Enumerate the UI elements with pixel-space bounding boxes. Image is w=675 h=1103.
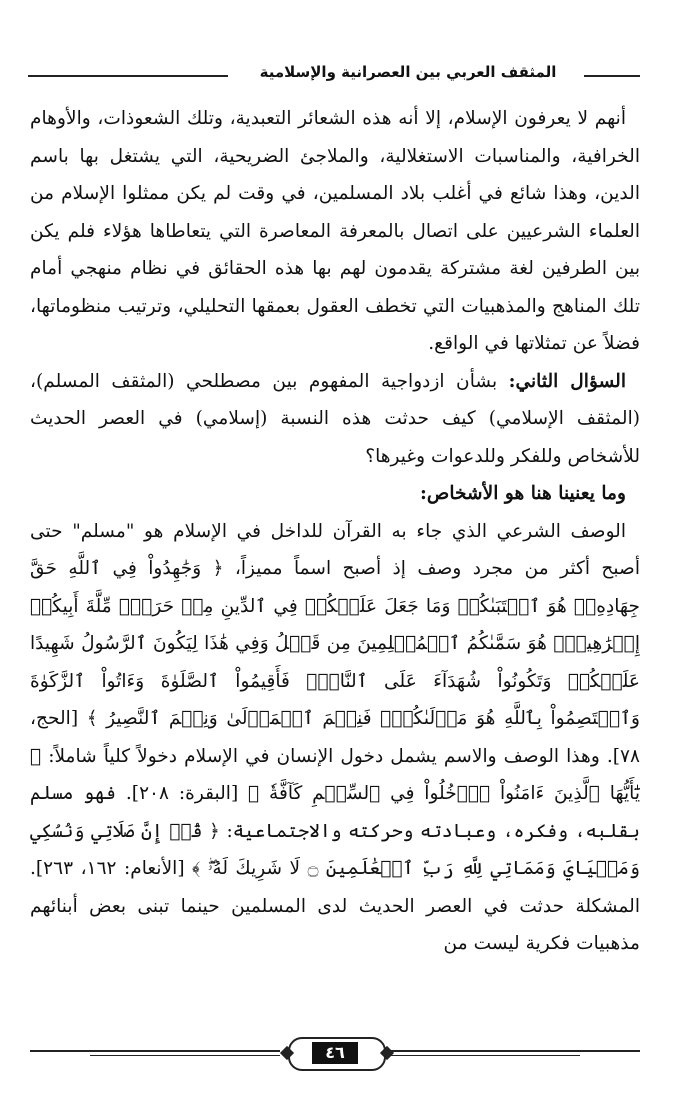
paragraph-3-middle: وهذا الوصف والاسم يشمل دخول الإنسان في الإسلام دخولاً كلياً شاملاً: <box>48 745 600 767</box>
paragraph-3-end: المشكلة حدثت في العصر الحديث لدى المسلمين حينما تبنى بعض أبنائهم مذهبيات فكرية ليست من <box>30 895 640 954</box>
paragraph-3-start: الوصف الشرعي الذي جاء به القرآن للداخل في الإسلام هو "مسلم" حتى أصبح أكثر من مجرد وصف إذ أصبح اسماً مميزاً، <box>30 520 640 579</box>
paragraph-3-middle-2: فهو مسلم بقلبه، وفكره، وعبادته وحركته والاجتماعية: <box>30 783 640 842</box>
question-2-text: بشأن ازدواجية المفهوم بين مصطلحي (المثقف المسلم)، (المثقف الإسلامي) كيف حدثت هذه النسبة (إسلامي) في العصر الحديث للأشخاص وللفكر وللدعوات وغيرها؟ <box>30 370 640 467</box>
header-rule-left <box>28 75 228 77</box>
header-rule-right <box>584 75 640 77</box>
footer-rule-right <box>390 1050 640 1052</box>
page-body <box>30 100 640 1020</box>
quran-verse-3: ﴿ قُلۡ إِنَّ صَلَاتِي وَنُسُكِي وَمَحۡيَايَ وَمَمَاتِي لِلَّهِ رَبِّ ٱلۡعَٰلَمِينَ ۝ لَا شَرِيكَ لَهُۥۖ ﴾ <box>30 820 640 879</box>
page-footer <box>30 1032 640 1072</box>
quran-verse-2: ﴿ يَٰٓأَيُّهَا ٱلَّذِينَ ءَامَنُواْ ٱدۡخُلُواْ فِي ٱلسِّلۡمِ كَآفَّةٗ ﴾ <box>30 745 640 804</box>
paragraph-question-2 <box>30 363 640 476</box>
running-header <box>28 62 640 88</box>
section-subheading: وما يعنينا هنا هو الأشخاص: <box>420 483 626 504</box>
verse-2-reference: [البقرة: ٢٠٨]. <box>125 783 239 804</box>
footer-rule-right-thin <box>390 1055 580 1056</box>
quran-verse-1: ﴿ وَجَٰهِدُواْ فِي ٱللَّهِ حَقَّ جِهَادِهِۦۚ هُوَ ٱجۡتَبَىٰكُمۡ وَمَا جَعَلَ عَلَيۡكُمۡ فِي ٱلدِّينِ مِنۡ حَرَجٖۚ مِّلَّةَ أَبِيكُمۡ إِبۡرَٰهِيمَۚ هُوَ سَمَّىٰكُمُ ٱلۡمُسۡلِمِينَ مِن قَبۡلُ وَفِي هَٰذَا لِيَكُونَ ٱلرَّسُولُ شَهِيدًا عَلَيۡكُمۡ وَتَكُونُواْ شُهَدَآءَ عَلَى ٱلنَّاسِۚ فَأَقِيمُواْ ٱلصَّلَوٰةَ وَءَاتُواْ ٱلزَّكَوٰةَ وَٱعۡتَصِمُواْ بِٱللَّهِ هُوَ مَوۡلَىٰكُمۡۖ فَنِعۡمَ ٱلۡمَوۡلَىٰ وَنِعۡمَ ٱلنَّصِيرُ ﴾ <box>30 558 640 729</box>
page-number-ornament <box>288 1037 386 1071</box>
verse-3-reference: [الأنعام: ١٦٢، ٢٦٣]. <box>30 858 185 879</box>
paragraph-3 <box>30 513 640 963</box>
footer-rule-left <box>30 1050 280 1052</box>
question-2-label: السؤال الثاني: <box>508 370 626 392</box>
paragraph-1: أنهم لا يعرفون الإسلام، إلا أنه هذه الشعائر التعبدية، وتلك الشعوذات، والأوهام الخرافية، والمناسبات الاستغلالية، والملاجئ الضريحية، التي يشتغل بها باسم الدين، وهذا شائع في أغلب بلاد المسلمين، في وقت لم يكن ممثلوا الإسلام من العلماء الشرعيين على اتصال بالمعرفة المعاصرة التي يتعاطاها هؤلاء فلم يكن بين الطرفين لغة مشتركة يقدمون لهم بها هذه الحقائق في نظام منهجي أمام تلك المناهج والمذهبيات التي تخطف العقول بعمقها التحليلي، وترتيب منظوماتها، فضلاً عن تمثلاتها في الواقع. <box>30 108 640 354</box>
page-number: ٤٦ <box>312 1042 358 1064</box>
footer-rule-left-thin <box>90 1055 280 1056</box>
running-title: المثقف العربي بين العصرانية والإسلامية <box>259 63 557 81</box>
verse-1-reference: [الحج، ٧٨]. <box>30 708 640 767</box>
